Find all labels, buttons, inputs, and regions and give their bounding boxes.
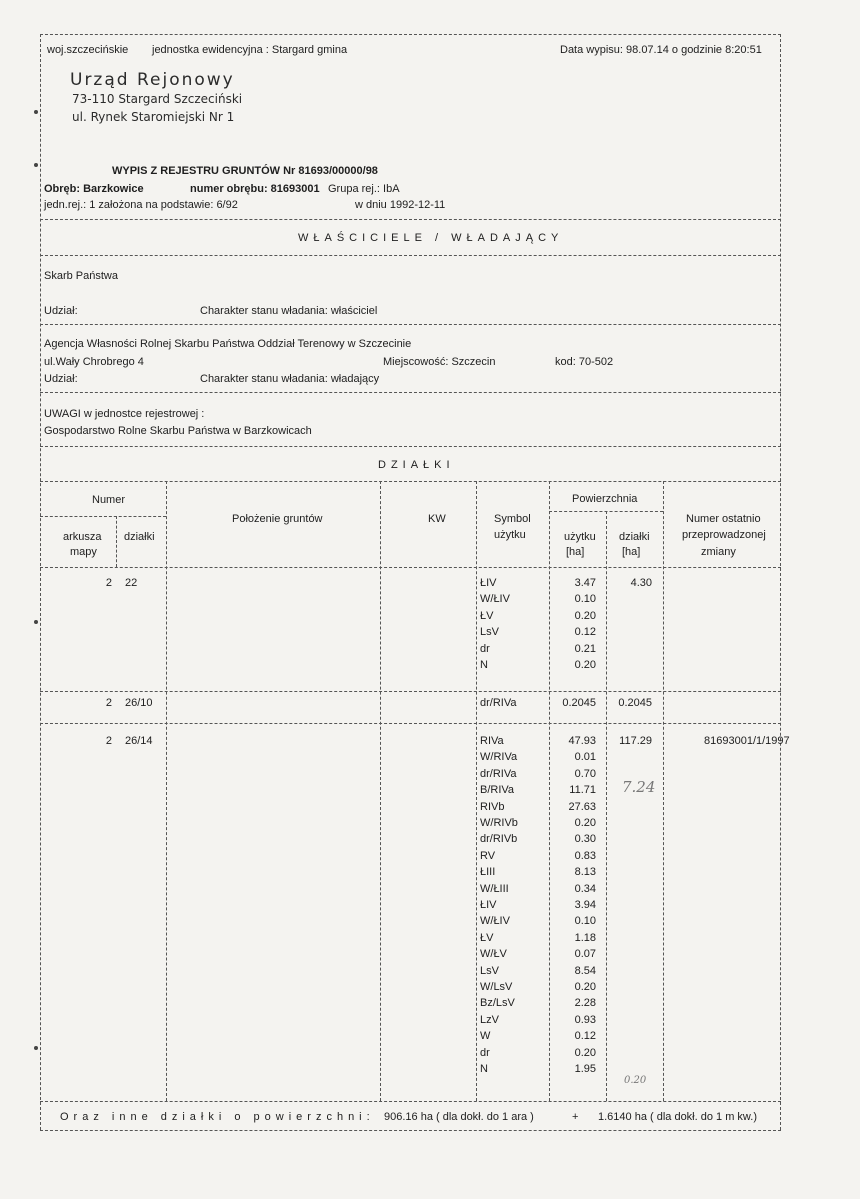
registry-unit: jednostka ewidencyjna : Stargard gmina	[152, 44, 348, 56]
stamp-street: ul. Rynek Staromiejski Nr 1	[72, 110, 235, 124]
land-use-area: 2.28	[574, 997, 596, 1010]
owner2-address: ul.Wały Chrobrego 4	[44, 356, 144, 368]
plot-last-change: 81693001/1/1997	[704, 735, 790, 747]
col-ha-1: [ha]	[566, 546, 585, 558]
footer-label: Oraz inne działki o powierzchni:	[60, 1111, 375, 1123]
punch-hole	[34, 1046, 38, 1050]
punch-hole	[34, 620, 38, 624]
owner2-city: Miejscowość: Szczecin	[383, 356, 496, 368]
land-use-symbol: B/RIVa	[480, 784, 515, 797]
land-use-area: 0.20	[574, 817, 596, 829]
land-use-symbol: dr/RIVb	[480, 833, 518, 846]
col-sheet: arkusza	[63, 531, 102, 543]
land-use-area: 0.20	[574, 981, 596, 993]
land-use-symbol: ŁV	[480, 609, 494, 622]
land-use-area: 8.13	[574, 866, 596, 879]
col-last-change-2: przeprowadzonej	[682, 529, 766, 541]
land-use-symbol: dr	[480, 1046, 490, 1059]
owner2-code: kod: 70-502	[555, 356, 614, 368]
divider	[40, 255, 781, 256]
frame-top	[40, 34, 781, 35]
stamp-office: Urząd Rejonowy	[70, 70, 235, 90]
land-use-symbol: dr	[480, 642, 490, 655]
land-use-symbol: RV	[480, 849, 496, 862]
owners-heading: WŁAŚCICIELE / WŁADAJĄCY	[298, 232, 564, 244]
divider	[40, 446, 781, 447]
owner2-character: Charakter stanu władania: władający	[200, 373, 380, 385]
divider	[40, 1101, 781, 1102]
col-symbol-2: użytku	[494, 529, 526, 541]
land-use-symbol: dr/RIVa	[480, 767, 517, 780]
land-use-area: 0.12	[574, 626, 596, 639]
land-use-symbol: LsV	[480, 626, 499, 639]
land-use-symbol: W/ŁV	[480, 948, 507, 961]
col-last-change-3: zmiany	[701, 546, 736, 558]
col-location: Położenie gruntów	[232, 513, 323, 525]
land-use-symbol: RIVb	[480, 800, 505, 813]
land-use-symbol: W/LsV	[480, 981, 513, 993]
divider	[40, 567, 781, 568]
punch-hole	[34, 110, 38, 114]
col-last-change: Numer ostatnio	[686, 513, 761, 525]
land-use-area: 8.54	[574, 964, 596, 977]
owner2-share: Udział:	[44, 373, 78, 385]
land-use-area: 0.21	[574, 642, 596, 655]
land-use-symbol: ŁIII	[480, 866, 496, 879]
owner1-name: Skarb Państwa	[44, 270, 118, 282]
plot-number: 26/10	[125, 697, 153, 709]
land-use-area: 1.18	[574, 931, 596, 944]
land-use-area: 0.20	[574, 609, 596, 622]
col-line	[116, 516, 117, 567]
land-use-symbol: W	[480, 1030, 491, 1043]
land-use-symbol: N	[480, 659, 488, 671]
precinct: Obręb: Barzkowice	[44, 183, 144, 195]
owner2-name: Agencja Własności Rolnej Skarbu Państwa Oddział Terenowy w Szczecinie	[44, 338, 412, 350]
handwritten-note-2: 0.20	[624, 1075, 647, 1086]
land-use-symbol: LsV	[480, 964, 499, 977]
land-use-area: 27.63	[568, 800, 596, 813]
footer-area-2: 1.6140 ha ( dla dokł. do 1 m kw.)	[598, 1111, 757, 1123]
land-use-symbol: W/ŁIV	[480, 915, 510, 928]
voivodeship: woj.szczecińskie	[47, 44, 129, 56]
land-use-area: 0.01	[574, 751, 596, 764]
divider	[40, 219, 781, 220]
plot-sheet: 2	[105, 577, 112, 589]
land-use-symbol: LzV	[480, 1013, 499, 1026]
land-use-symbol: ŁIV	[480, 899, 497, 911]
col-map: mapy	[70, 546, 97, 558]
unit-number: jedn.rej.: 1 założona na podstawie: 6/92	[44, 199, 238, 211]
land-use-symbol: W/ŁIV	[480, 593, 510, 606]
land-use-area: 0.2045	[562, 697, 596, 709]
plot-area: 117.29	[619, 735, 652, 747]
register-group: Grupa rej.: IbA	[328, 183, 400, 195]
col-ha-2: [ha]	[622, 546, 641, 558]
divider	[40, 1130, 781, 1131]
owner1-character: Charakter stanu władania: właściciel	[200, 305, 378, 317]
precinct-number: numer obrębu: 81693001	[190, 183, 320, 195]
plot-number: 22	[125, 577, 138, 589]
land-use-area: 0.20	[574, 659, 596, 671]
col-line	[663, 481, 664, 1101]
divider	[40, 481, 781, 482]
col-symbol: Symbol	[494, 513, 531, 525]
land-use-area: 0.10	[574, 593, 596, 606]
frame-left	[40, 34, 41, 1130]
land-use-symbol: W/RIVa	[480, 751, 518, 764]
land-use-area: 0.30	[574, 833, 596, 846]
land-use-symbol: RIVa	[480, 735, 504, 747]
land-use-area: 0.10	[574, 915, 596, 928]
plots-heading: DZIAŁKI	[378, 459, 455, 471]
plot-sheet: 2	[105, 697, 112, 709]
owner1-share: Udział:	[44, 305, 78, 317]
land-use-area: 0.20	[574, 1046, 596, 1059]
register-title: WYPIS Z REJESTRU GRUNTÓW Nr 81693/00000/98	[112, 165, 378, 177]
divider	[40, 691, 781, 692]
land-use-area: 1.95	[574, 1063, 596, 1075]
stamp-address: 73-110 Stargard Szczeciński	[72, 92, 243, 106]
divider	[40, 723, 781, 724]
land-use-area: 3.94	[574, 899, 596, 911]
land-use-area: 0.12	[574, 1030, 596, 1043]
handwritten-note: 7.24	[622, 778, 656, 796]
land-use-symbol: dr/RIVa	[480, 697, 517, 709]
col-line	[166, 481, 167, 1101]
plot-area: 4.30	[630, 577, 652, 589]
col-area-plot: działki	[619, 531, 650, 543]
col-line	[476, 481, 477, 1101]
land-use-symbol: ŁIV	[480, 577, 497, 589]
divider	[40, 392, 781, 393]
divider	[40, 324, 781, 325]
land-use-area: 0.07	[574, 948, 596, 961]
footer-plus: +	[572, 1111, 579, 1123]
land-use-area: 3.47	[574, 577, 596, 589]
land-use-area: 0.83	[574, 849, 596, 862]
land-use-symbol: Bz/LsV	[480, 997, 515, 1010]
col-kw: KW	[428, 513, 446, 525]
punch-hole	[34, 163, 38, 167]
land-use-area: 47.93	[568, 735, 596, 747]
land-use-symbol: W/RIVb	[480, 817, 518, 829]
col-area: Powierzchnia	[572, 493, 638, 505]
remarks-label: UWAGI w jednostce rejestrowej :	[44, 408, 205, 420]
plot-number: 26/14	[125, 735, 153, 747]
land-use-area: 0.70	[574, 767, 596, 780]
print-date: Data wypisu: 98.07.14 o godzinie 8:20:51	[560, 44, 762, 56]
plot-area: 0.2045	[618, 697, 652, 709]
col-number: Numer	[92, 494, 126, 506]
remarks-text: Gospodarstwo Rolne Skarbu Państwa w Barzkowicach	[44, 425, 312, 437]
col-plot: działki	[124, 531, 155, 543]
footer-area-1: 906.16 ha ( dla dokł. do 1 ara )	[384, 1111, 534, 1123]
land-use-symbol: N	[480, 1063, 488, 1075]
land-use-symbol: ŁV	[480, 931, 494, 944]
col-area-use: użytku	[564, 531, 596, 543]
col-line	[606, 511, 607, 1101]
divider	[40, 516, 166, 517]
plot-sheet: 2	[105, 735, 112, 747]
col-line	[380, 481, 381, 1101]
land-use-area: 0.93	[574, 1013, 596, 1026]
land-use-area: 11.71	[569, 784, 596, 797]
land-use-symbol: W/ŁIII	[480, 882, 509, 895]
unit-date: w dniu 1992-12-11	[355, 199, 446, 211]
frame-right	[780, 34, 781, 1130]
land-use-area: 0.34	[574, 882, 596, 895]
